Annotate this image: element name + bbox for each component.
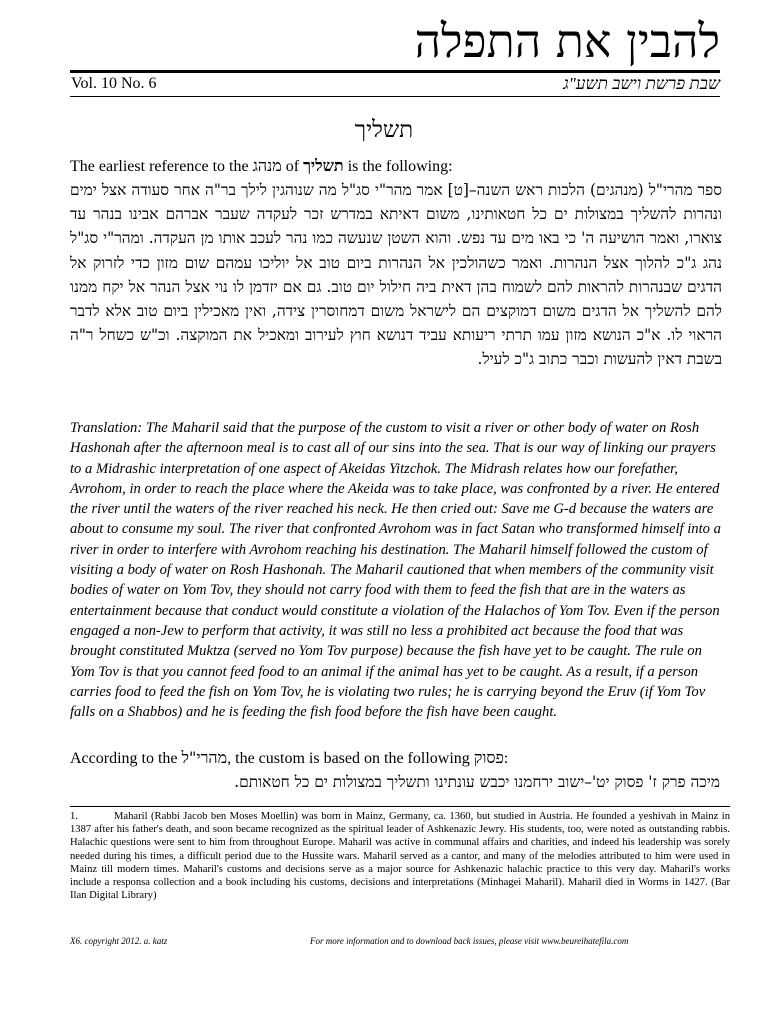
pasuk-intro-middle: , the custom is based on the following xyxy=(227,750,474,767)
pasuk-intro-prefix: According to the xyxy=(70,750,182,767)
pasuk-intro-line xyxy=(70,747,730,770)
intro-suffix: is the following: xyxy=(343,158,453,175)
parsha-date: שבת פרשת וישב תשע"ג xyxy=(563,74,720,93)
pasuk-intro-pasuk: פסוק xyxy=(473,748,504,767)
volume-number: Vol. 10 No. 6 xyxy=(71,75,157,92)
footnote-rule xyxy=(70,806,730,807)
footnote-number: 1. xyxy=(70,811,78,822)
intro-of: of xyxy=(281,158,304,175)
masthead-rule xyxy=(70,70,720,73)
footer-website-info[interactable]: For more information and to download back issues, please visit www.beureihatefila.com xyxy=(310,936,629,946)
pasuk-intro-maharil: מהרי"ל xyxy=(181,748,228,767)
pasuk-verse: מיכה פרק ז' פסוק יט'–ישוב ירחמנו יכבש עונתינו ותשליך במצולות ים כל חטאותם. xyxy=(234,773,720,791)
intro-minhag: מנהג xyxy=(252,156,282,175)
intro-line xyxy=(70,155,730,178)
article-title: תשליך xyxy=(354,117,414,143)
footer-copyright: X6. copyright 2012. a. katz xyxy=(70,936,168,946)
intro-tashlich: תשליך xyxy=(303,156,344,175)
footnote xyxy=(70,810,730,902)
pasuk-intro-suffix: : xyxy=(503,750,509,767)
header-rule xyxy=(70,96,720,97)
page-footer xyxy=(70,934,730,948)
translation-text: Translation: The Maharil said that the purpose of the custom to visit a river or other body of water on Rosh Hashonah after the afternoon meal is to cast all of our sins into the sea. That is our way of linking our prayers to a Midrashic interpretation of one aspect of Akeidas Yitzchok. The Midrash relates how our forefather, Avrohom, in order to reach the place where the Akeida was to take place, was confronted by a river. He entered the river until the waters of the river reached his neck. He then cried out: Save me G-d because the waters are about to consume my soul. The river that confronted Avrohom was in fact Satan who transformed himself into a river in order to interfere with Avrohom reaching his destination. The Maharil himself followed the custom of visiting a body of water on Rosh Hashonah. The Maharil cautioned that when members of the community visit bodies of water on Yom Tov, they should not carry food with them to feed the fish that are in the waters as entertainment because that conduct would constitute a violation of the Halachos of Yom Tov. Even if the person engaged a non-Jew to perform that activity, it was still no less a prohibited act because the food that was brought constituted Muktza (served no Yom Tov purpose) because the fish have yet to be caught. The rule on Yom Tov is that you cannot feed food to an animal if the animal has yet to be caught. As a result, if a person carries food to feed the fish on Yom Tov, he is violating two rules; he is carrying beyond the Eruv (if Yom Tov falls on a Shabbos) and he is feeding the fish food before the fish have been caught. xyxy=(70,420,721,721)
masthead-title: להבין את התפלה xyxy=(414,14,720,68)
intro-prefix: The earliest reference to the xyxy=(70,158,253,175)
footnote-text: Maharil (Rabbi Jacob ben Moses Moellin) was born in Mainz, Germany, ca. 1360, but studied in Austria. He founded a yeshivah in Mainz in 1387 after his father's death, and soon became recognized as the spiritual leader of Ashkenazic Jewry. His students, too, were noted as outstanding rabbis. Halachic questions were sent to him from throughout Europe. Maharil was active in communal affairs and charities, and indeed his leadership was sorely needed during his times, a difficult period due to the Hussite wars. Maharil served as a cantor, and many of the melodies attributed to him were used in Mainz till modern times. Maharil's customs and decisions serve as a major source for Ashkenazic halachic practice to this very day. Maharil's works include a responsa collection and a book including his customs, decisions and interpretations (Minhagei Maharil). Maharil died in Worms in 1427. (Bar Ilan Digital Library) xyxy=(70,811,730,902)
hebrew-source-text: ספר מהרי"ל (מנהגים) הלכות ראש השנה–[ט] אמר מהר"י סג"ל מה שנוהגין לילך בר"ה אחר סעודה אצל ימים ונהרות להשליך במצולות ים כל חטאותינו, משום דאיתא במדרש זכר לעקדה שעבר אברהם אבינו בנהר עד צוארו, ואמר הושיעה ה' כי באו מים עד נפש. והוא השטן שנעשה כמו נהר לעכב אותו מן העקדה. ומהר"י סג"ל נהג ג"כ להלוך אצל הנהרות. ואמר כשהולכין אל הנהרות ביום טוב אל יוליכו עמהם שום מזון כדי לזרוק אל הדגים שבנהרות להראות להם לשמוח בהן דאית ביה חילול יום טוב. גם אם יזדמן לו נוי אצל הנהר אל יקח ממנו להם להשליך אל הדגים משום דמוקצים הם לישראל משום דמחוסרין צידה, ואין מאכילין ביום טוב אלא לדבר הראוי לו. א"כ הנושא מזון עמו תרתי ריעותא עביד דנושא חוץ לעירוב ומאכיל את המוקצה. וכ"ש כשחל ר"ה בשבת דאין להעשות וכבר כתוב ג"כ לעיל. xyxy=(70,181,722,369)
